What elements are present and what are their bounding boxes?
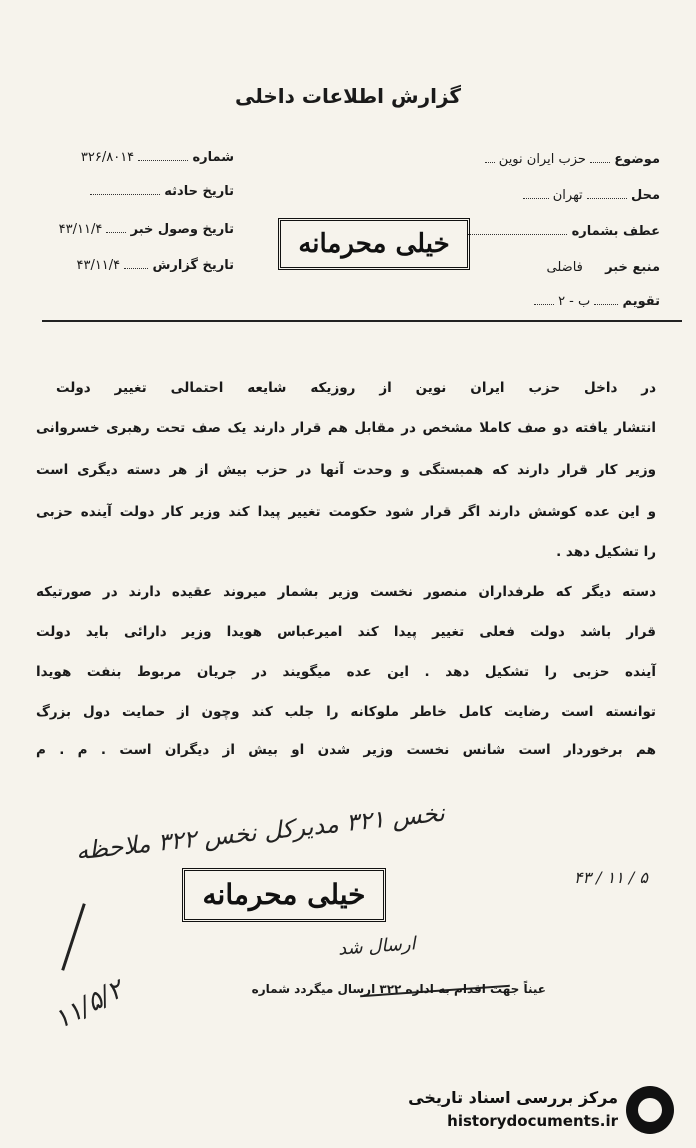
event-date-field bbox=[90, 184, 234, 199]
handwritten-stroke bbox=[61, 903, 85, 971]
confidential-stamp-top: خیلی محرمانه bbox=[278, 218, 470, 270]
handwritten-routing-note: نخس ۳۲۱ مدیرکل نخس ۳۲۲ ملاحظه bbox=[74, 798, 447, 866]
source-value: فاضلی bbox=[546, 260, 583, 275]
subject-value: حزب ایران نوین bbox=[498, 152, 586, 167]
rating-field bbox=[534, 294, 660, 309]
source-field bbox=[547, 260, 660, 275]
received-date-value: ۴۳/۱۱/۴ bbox=[58, 222, 103, 237]
body-line: وزیر کار قرار دارند که همبستگی و وحدت آنها در حزب بیش از هر دسته دیگری است bbox=[36, 462, 656, 478]
event-date-label: تاریخ حادثه bbox=[164, 184, 234, 199]
report-date-value: ۴۳/۱۱/۴ bbox=[76, 258, 121, 273]
archive-watermark bbox=[402, 1086, 682, 1138]
archive-logo-icon bbox=[626, 1086, 674, 1134]
body-line: را تشکیل دهد . bbox=[556, 544, 656, 560]
body-line: قرار باشد دولت فعلی تغییر پیدا کند امیرعباس هویدا وزیر دارائی باید دولت bbox=[36, 624, 656, 640]
place-value: تهران bbox=[552, 188, 583, 203]
confidential-stamp-bottom: خیلی محرمانه bbox=[182, 868, 386, 922]
subject-label: موضوع bbox=[614, 152, 660, 167]
source-label: منبع خبر bbox=[605, 260, 660, 275]
rating-value: ب - ۲ bbox=[558, 294, 591, 309]
reference-field bbox=[467, 224, 660, 239]
body-line: و این عده کوشش دارند اگر قرار شود حکومت تغییر پیدا کند وزیر کار دولت آینده حزبی bbox=[36, 504, 656, 520]
body-line: دسته دیگر که طرفداران منصور نخست وزیر بشمار میروند عقیده دارند در صورتیکه bbox=[36, 584, 656, 600]
reference-label: عطف بشماره bbox=[571, 224, 660, 239]
place-field bbox=[523, 188, 660, 203]
body-line: آینده حزبی را تشکیل دهد . این عده میگویند در جریان مربوط بنفت هویدا bbox=[36, 664, 656, 680]
body-line: در داخل حزب ایران نوین از روزیکه شایعه احتمالی تغییر دولت bbox=[56, 380, 656, 396]
forwarding-note: عیناً جهت اقدام به اداره ۳۲۲ ارسال میگردد شماره bbox=[251, 982, 546, 996]
rating-label: تقویم bbox=[622, 294, 660, 309]
received-date-field bbox=[59, 222, 234, 237]
archive-url: historydocuments.ir bbox=[447, 1112, 618, 1130]
body-line: توانسته است رضایت کامل خاطر ملوکانه را جلب کند وچون از حمایت دول بزرگ bbox=[36, 704, 656, 720]
handwritten-side-note: ۱۱/۵/۲ bbox=[49, 974, 129, 1036]
header-divider bbox=[42, 320, 682, 322]
body-line: انتشار یافته دو صف کاملا مشخص در مقابل هم قرار دارند یک صف تحت رهبری خسروانی bbox=[36, 420, 656, 436]
body-line: هم برخوردار است شانس نخست وزیر شدن او بیش از دیگران است . م . م bbox=[36, 742, 656, 758]
archive-name-fa: مرکز بررسی اسناد تاریخی bbox=[408, 1088, 618, 1107]
handwritten-date: ۵ / ۱۱ / ۴۳ bbox=[573, 868, 648, 887]
received-date-label: تاریخ وصول خبر bbox=[130, 222, 234, 237]
subject-field bbox=[485, 152, 660, 167]
place-label: محل bbox=[630, 188, 660, 203]
number-field bbox=[81, 150, 234, 165]
number-label: شماره bbox=[192, 150, 234, 165]
report-date-label: تاریخ گزارش bbox=[152, 258, 234, 273]
document-title: گزارش اطلاعات داخلی bbox=[234, 84, 462, 108]
report-date-field bbox=[76, 258, 234, 273]
number-value: ۳۲۶/۸۰۱۴ bbox=[80, 150, 135, 165]
handwritten-sent-note: ارسال شد bbox=[337, 933, 417, 960]
